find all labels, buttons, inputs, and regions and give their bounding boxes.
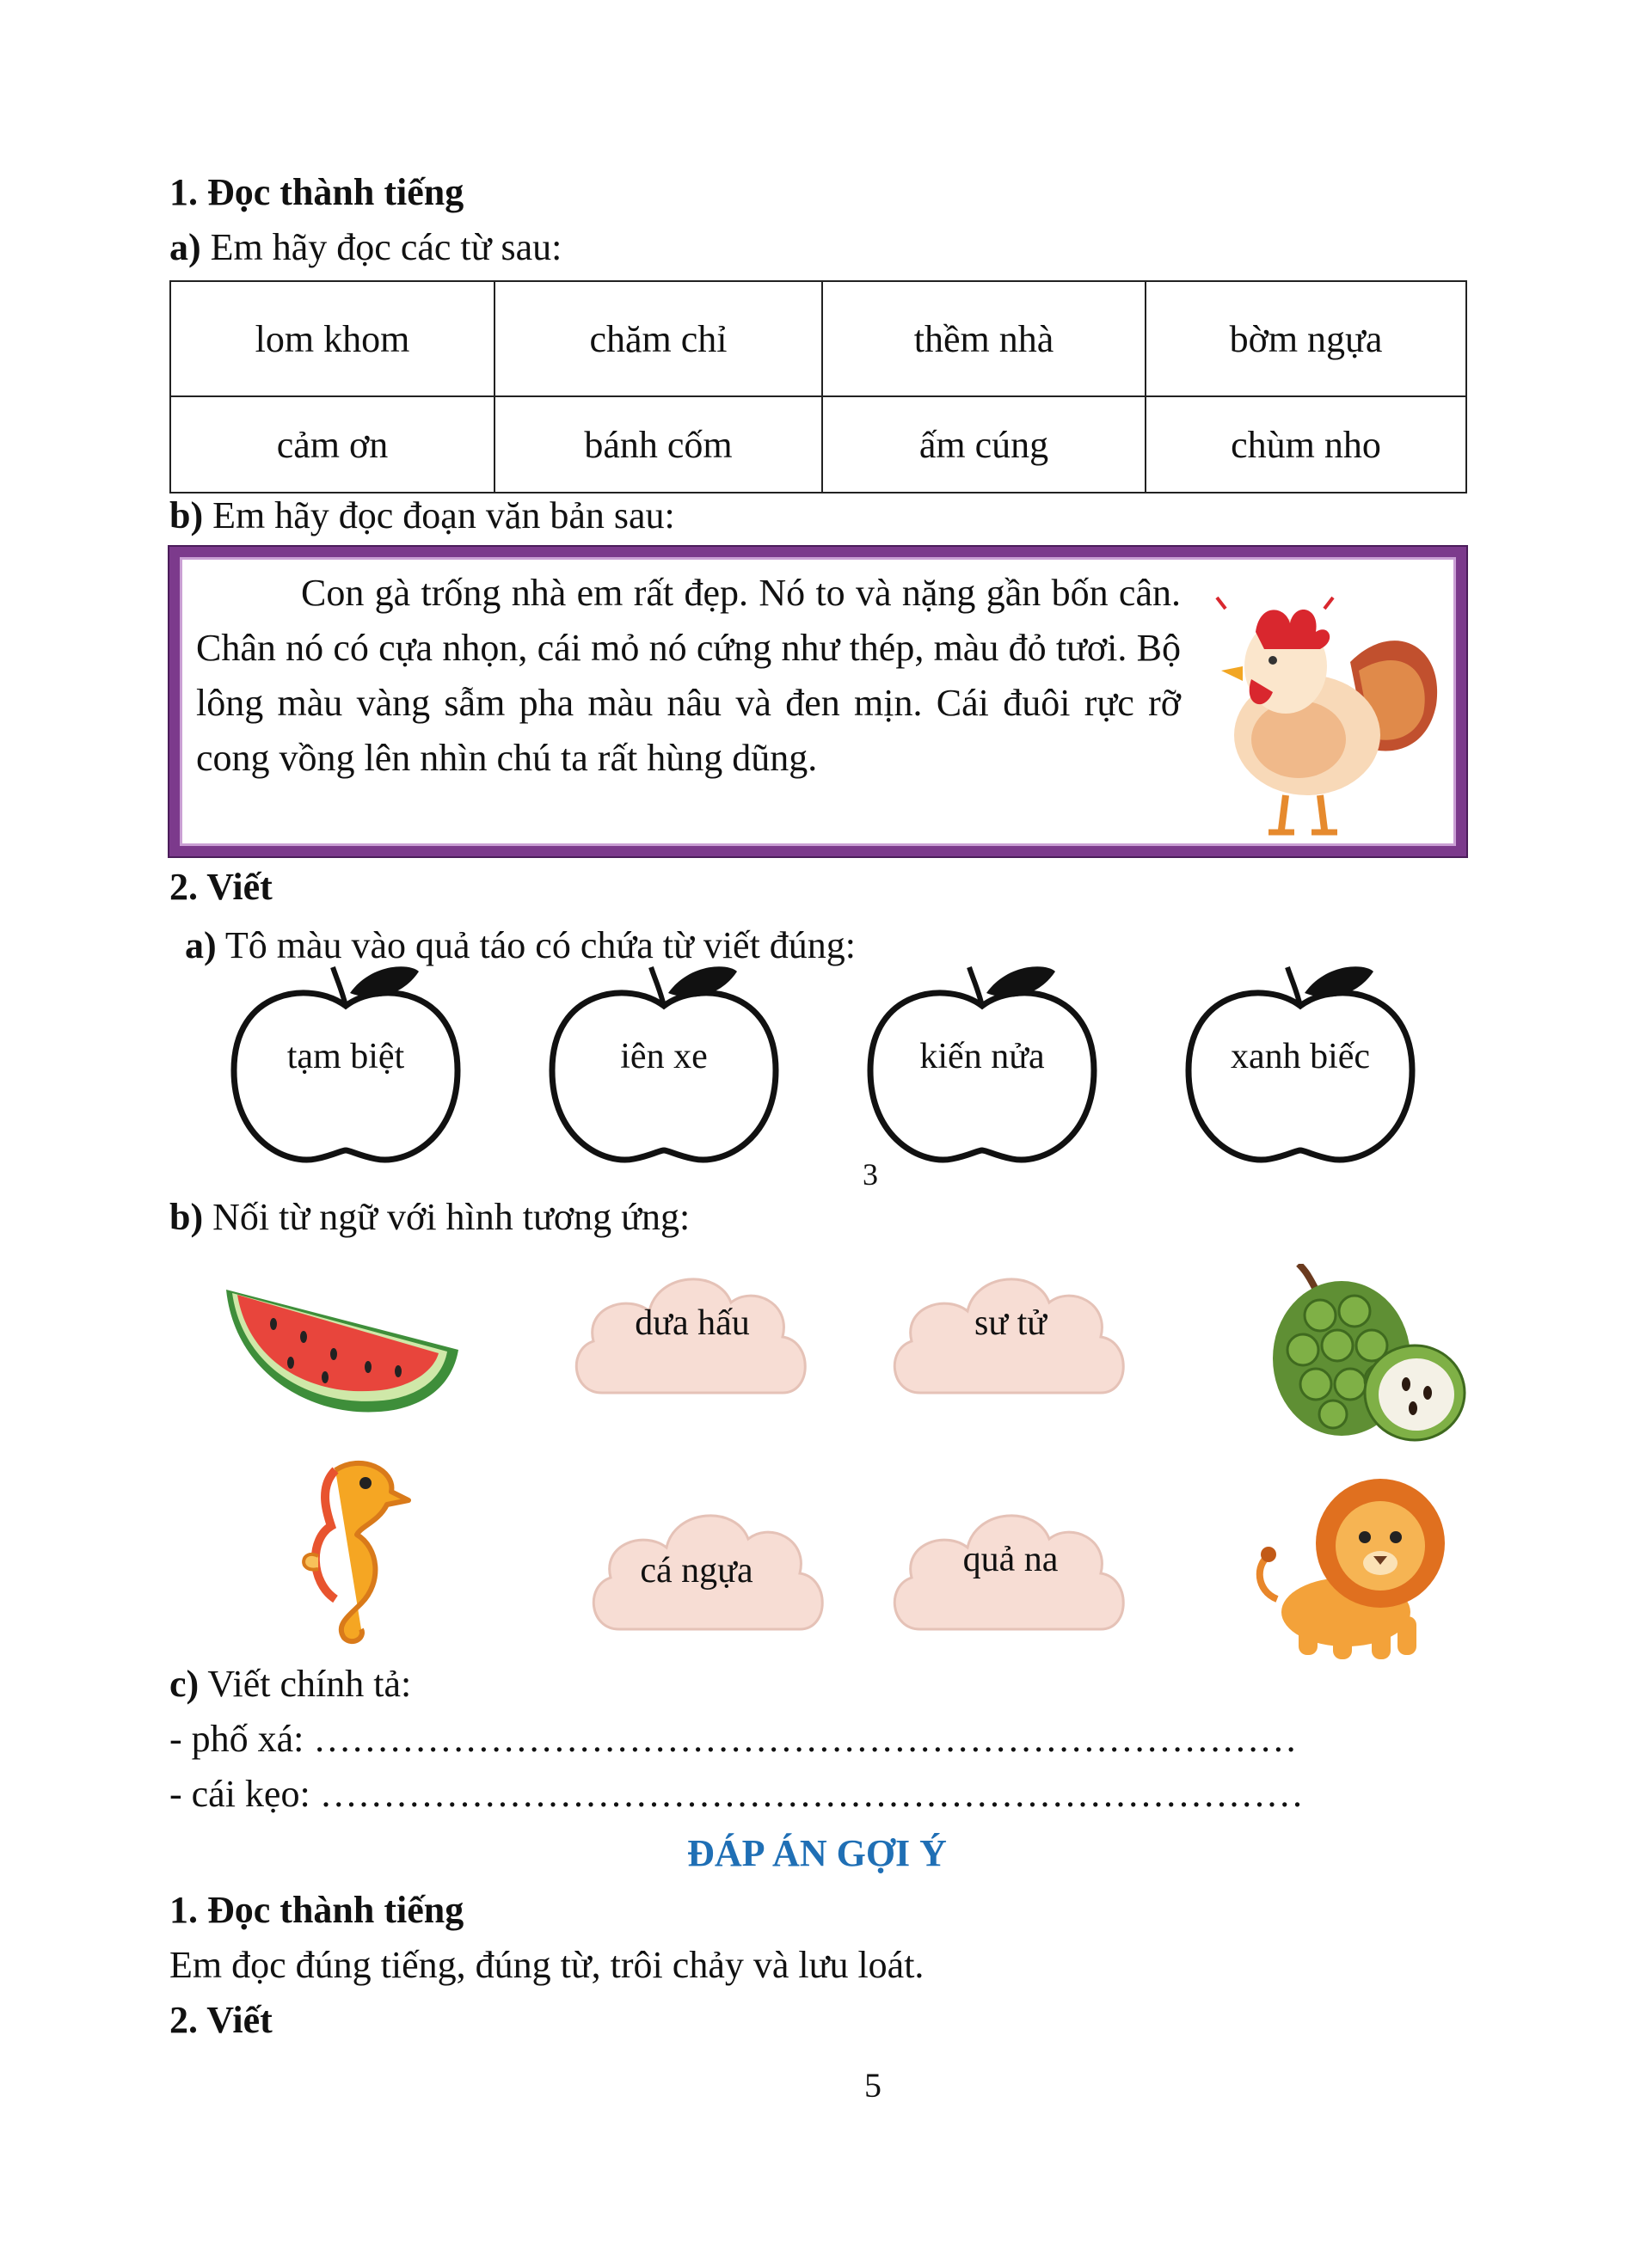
c-text: Viết chính tả: xyxy=(199,1663,412,1705)
word-cell: thềm nhà xyxy=(822,281,1146,396)
a-prefix: a) xyxy=(169,226,201,268)
dictation-line[interactable]: - cái kẹo: …………………………………………………………………… xyxy=(169,1773,1304,1815)
apple-label: tạm biệt xyxy=(286,1037,405,1076)
b-text: Nối từ ngữ với hình tương ứng: xyxy=(203,1196,691,1238)
word-cell: cảm ơn xyxy=(170,396,494,493)
word-cloud[interactable] xyxy=(886,1500,1135,1642)
b-text: Em hãy đọc đoạn văn bản sau: xyxy=(203,494,675,536)
apple-label: xanh biếc xyxy=(1230,1037,1371,1076)
seahorse-icon[interactable] xyxy=(284,1453,413,1651)
section2-title: 2. Viết xyxy=(169,866,273,908)
apple-item[interactable] xyxy=(544,954,784,1169)
word-cell: lom khom xyxy=(170,281,494,396)
stray-mark: 3 xyxy=(863,1157,878,1192)
answer-s2-title: 2. Viết xyxy=(169,1999,273,2041)
page-number: 5 xyxy=(864,2066,882,2105)
word-cell: ấm cúng xyxy=(822,396,1146,493)
apple-item[interactable] xyxy=(862,954,1103,1169)
section1-a-instruction xyxy=(169,225,562,271)
apple-label: kiến nửa xyxy=(919,1037,1045,1076)
section2-c-instruction xyxy=(169,1662,411,1707)
lion-icon[interactable] xyxy=(1251,1470,1458,1664)
a-prefix: a) xyxy=(185,924,217,966)
section1-b-instruction xyxy=(169,493,675,539)
word-cell: bánh cốm xyxy=(494,396,822,493)
word-cloud[interactable] xyxy=(886,1264,1135,1406)
cloud-label: cá ngựa xyxy=(640,1551,753,1591)
watermelon-icon[interactable] xyxy=(222,1281,463,1427)
custard-apple-icon[interactable] xyxy=(1268,1264,1466,1444)
section1-title: 1. Đọc thành tiếng xyxy=(169,171,464,213)
answer-heading: ĐÁP ÁN GỢI Ý xyxy=(687,1832,947,1874)
cloud-label: sư tử xyxy=(974,1303,1047,1343)
a-text: Tô màu vào quả táo có chứa từ viết đúng: xyxy=(216,924,857,966)
word-cell: bờm ngựa xyxy=(1146,281,1466,396)
answer-s1-text: Em đọc đúng tiếng, đúng từ, trôi chảy và lưu loát. xyxy=(169,1944,924,1986)
cloud-label: quả na xyxy=(962,1540,1059,1579)
cloud-label: dưa hấu xyxy=(635,1303,750,1343)
word-cloud[interactable] xyxy=(585,1500,834,1642)
word-table xyxy=(169,280,1467,493)
passage-content: Con gà trống nhà em rất đẹp. Nó to và nặng gần bốn cân. Chân nó có cựa nhọn, cái mỏ nó cứng như thép, màu đỏ tươi. Bộ lông màu vàng sẫm pha màu nâu và đen mịn. Cái đuôi rực rỡ cong vồng lên nhìn chú ta rất hùng dũng. xyxy=(196,572,1181,779)
section2-b-instruction xyxy=(169,1195,690,1241)
apple-label: iên xe xyxy=(620,1037,708,1076)
b-prefix: b) xyxy=(169,494,204,536)
dictation-line[interactable]: - phố xá: …………………………………………………………………… xyxy=(169,1718,1298,1760)
b-prefix: b) xyxy=(169,1196,204,1238)
apple-item[interactable] xyxy=(1180,954,1421,1169)
passage-text xyxy=(196,566,1181,786)
word-cell: chùm nho xyxy=(1146,396,1466,493)
word-cell: chăm chỉ xyxy=(494,281,822,396)
c-prefix: c) xyxy=(169,1663,200,1705)
apple-item[interactable] xyxy=(225,954,466,1169)
rooster-icon xyxy=(1204,585,1453,843)
word-cloud[interactable] xyxy=(568,1264,817,1406)
a-text: Em hãy đọc các từ sau: xyxy=(200,226,562,268)
answer-s1-title: 1. Đọc thành tiếng xyxy=(169,1889,464,1931)
